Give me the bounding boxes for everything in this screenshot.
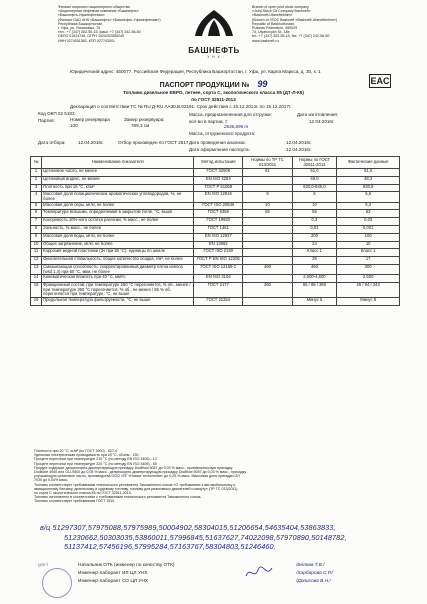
- table-cell: [243, 297, 292, 305]
- table-cell: 11: [31, 249, 42, 257]
- company-address-ru: Филиал открытого акционерного общества «Акционерная нефтяная компания «Башнефть» «Башнефть-Уфанефтехим» (Филиал ОАО АНК «Башнефть» «Башнефть-Уфанефтехим») Республика Башкортостан, г. Уфа, ул. Ульяновых, 74 тел.: +7 (347) 262-55-15, факс: +7 (347) 242-56-50 ОКПО 01524746, ОГРН 1020202555240 ИНН 0274051582, КПП 027743001: [58, 5, 161, 43]
- declaration: Декларация о соответствии ТС № RU Д-RU.AA30.В.02191. Срок действия с 16.12.2014г. по 15.12.2017г.: [70, 104, 292, 109]
- table-cell: 16: [31, 297, 42, 305]
- bashneft-emblem-icon: [192, 8, 236, 40]
- table-cell: Массовая доля воды, мг/кг, не более: [42, 233, 194, 241]
- mass-amount-value: 2646,696 т: [224, 124, 249, 129]
- table-cell: 25: [292, 257, 337, 265]
- table-cell: ГОСТ 6356: [194, 210, 243, 218]
- table-cell: 10: [337, 241, 400, 249]
- table-cell: EN 12662: [194, 241, 243, 249]
- tank-value: 100: [70, 123, 78, 128]
- table-cell: ГОСТ 19932: [194, 218, 243, 226]
- table-cell: 51: [243, 169, 292, 177]
- mass-shipment-label: Масса, предназначенная для отгрузки:: [189, 112, 272, 117]
- table-cell: 48,3: [337, 176, 400, 184]
- table-cell: 8: [31, 225, 42, 233]
- bashneft-logo: БАШНЕФТЬ У Н Х: [183, 8, 245, 60]
- table-cell: 17: [337, 257, 400, 265]
- table-cell: 24: [292, 241, 337, 249]
- table-cell: 9: [31, 233, 42, 241]
- manufacture-date-value: 12.04.2016г.: [309, 119, 335, 124]
- table-cell: 3: [31, 184, 42, 192]
- table-cell: 4: [31, 192, 42, 202]
- table-row: [31, 297, 400, 305]
- table-cell: 46,0: [292, 176, 337, 184]
- table-cell: [243, 225, 292, 233]
- table-cell: EN ISO 12916: [194, 192, 243, 202]
- table-cell: [243, 233, 292, 241]
- table-cell: Зольность, % масс., не более: [42, 225, 194, 233]
- table-cell: EN ISO 12937: [194, 233, 243, 241]
- table-cell: 0,01: [292, 225, 337, 233]
- ogrn-code: Код ОКП 02 5183: [38, 111, 75, 116]
- reservoir-value: 789,3 см: [131, 123, 150, 128]
- table-cell: 8: [243, 192, 292, 202]
- company-address-en: Branch of open joint stock company «Joint-Stock Oil Company Bashneft» «Bashneft-Ufaneftekhim» (Branch of JSOC Bashneft «Bashneft-Ufaneftekhim») Republic of Bashkortostan, Russian Federation, 450029 74, Ulyanovykh St., Ufa tel.: +7 (347) 262-55-15, fax: +7 (347) 242-56-50 www.bashneft.ru: [252, 5, 338, 43]
- manufacture-date-label: Дата изготовления:: [297, 112, 339, 117]
- table-cell: Фракционный состав: при температуре 250 °С перегоняется, % об., менее / при температуре 350 °С перегоняется, % об., не менее / 95 % об. перегоняется при температуре, °С, не выше: [42, 282, 194, 297]
- table-cell: 360: [243, 282, 292, 297]
- handwritten-codes: в/ц 51297307,57975088,57975989,50004902,58304015,51206654,54635404,53863833, 51230662,50303035,53860011,57996845,51637627,74022098,57970890,50148782, 51137412,57456196,57995284,57163767,58304803,51246460.: [40, 523, 347, 552]
- table-cell: 2: [31, 176, 42, 184]
- table-cell: 14: [31, 275, 42, 283]
- table-cell: 300: [337, 264, 400, 274]
- table-cell: 0,3: [292, 218, 337, 226]
- table-cell: [243, 249, 292, 257]
- table-row: [31, 233, 400, 241]
- table-cell: Плотность при 15 °С, кг/м³: [42, 184, 194, 192]
- table-cell: Коррозия медной пластинки (3ч при 50 °С), единицы по шкале: [42, 249, 194, 257]
- stamp-number: ОТК-1: [37, 562, 49, 568]
- table-cell: 55: [243, 210, 292, 218]
- table-cell: 200: [292, 233, 337, 241]
- table-cell: 820,0-845,0: [292, 184, 337, 192]
- table-cell: ГОСТ 2177: [194, 282, 243, 297]
- analysis-date-label: Дата проведения анализа:: [189, 140, 246, 145]
- table-cell: 830,8: [337, 184, 400, 192]
- mass-shipped-label: Масса, отгруженного продукта:: [189, 131, 256, 136]
- table-cell: 51,0: [337, 169, 400, 177]
- table-cell: Температура вспышки, определяемая в закрытом тигле, °С, выше: [42, 210, 194, 218]
- table-cell: EN ISO 4264: [194, 176, 243, 184]
- table-cell: ГОСТ ISO 12156-1: [194, 264, 243, 274]
- tank-label: Номер резервуара: [70, 117, 110, 122]
- table-cell: Массовая доля полициклических ароматических углеводородов, %, не более: [42, 192, 194, 202]
- handwritten-signature: [244, 562, 274, 584]
- round-stamp: [42, 568, 72, 598]
- table-cell: [243, 241, 292, 249]
- sample-standard: Отбор произведен по ГОСТ 2517: [118, 140, 189, 145]
- table-cell: Минус 5: [292, 297, 337, 305]
- quality-table: [30, 156, 400, 306]
- batch-label: Партия:: [38, 118, 55, 123]
- sample-date: 12.04.2016г.: [78, 140, 104, 145]
- signatures-right: /Белова Т.В./ /Харбарова С.Р./ /Донисова В.Н./: [296, 563, 333, 584]
- table-cell: 100: [337, 233, 400, 241]
- table-row: [31, 264, 400, 274]
- issue-date-value: 12.04.2016г.: [286, 147, 312, 152]
- table-cell: ГОСТ 22254: [194, 297, 243, 305]
- table-cell: Минус 8: [337, 297, 400, 305]
- table-cell: 460: [292, 264, 337, 274]
- table-cell: Массовая доля серы, мг/кг, не более: [42, 202, 194, 210]
- table-header-row: № Наименование показателя Метод испытания Нормы по ТР ТС 013/2011 Нормы по ГОСТ 32511-2013 Фактические данные: [31, 157, 400, 169]
- reservoir-label: Замер резервуара:: [124, 117, 165, 122]
- table-cell: ГОСТ ISO 2160: [194, 249, 243, 257]
- table-row: [31, 192, 400, 202]
- table-cell: 1: [31, 169, 42, 177]
- table-cell: 8: [292, 192, 337, 202]
- product-standard: по ГОСТ 32511-2013: [191, 97, 236, 102]
- table-cell: 460: [243, 264, 292, 274]
- table-cell: 13: [31, 264, 42, 274]
- table-cell: 65 / 85 / 360: [292, 282, 337, 297]
- sample-label: Дата отбора:: [38, 140, 66, 145]
- table-cell: 6: [31, 210, 42, 218]
- table-cell: Цетановый индекс, не менее: [42, 176, 194, 184]
- table-cell: Класс 1: [292, 249, 337, 257]
- issue-date-label: Дата оформления паспорта:: [189, 147, 250, 152]
- legal-address: Юридический адрес: 450077, Российская Федерация, Республика Башкортостан, г. Уфа, ул. Карла Маркса, д. 30, к. 1: [70, 69, 321, 74]
- table-cell: Цетановое число, не менее: [42, 169, 194, 177]
- table-cell: 0,03: [337, 218, 400, 226]
- product-name: Топливо дизельное ЕВРО, летнее, сорта С, экологического класса К5 (ДТ-Л-К5): [123, 90, 304, 95]
- table-cell: 0,001: [337, 225, 400, 233]
- table-cell: Класс 1: [337, 249, 400, 257]
- table-cell: [243, 218, 292, 226]
- table-cell: 6,3: [337, 202, 400, 210]
- table-cell: ГОСТ Р 51069: [194, 184, 243, 192]
- table-cell: 55: [292, 210, 337, 218]
- table-cell: 15: [31, 282, 42, 297]
- table-cell: 51,0: [292, 169, 337, 177]
- table-cell: 12: [31, 257, 42, 265]
- table-cell: 2,000-4,500: [292, 275, 337, 283]
- table-row: [31, 176, 400, 184]
- signatures-left: Начальник ОТК (инженер по качеству ОТК) Инженер-лаборант ИЛ ЦЛ УНХ Инженер-лаборант СО ЦЛ УНХ: [78, 563, 175, 584]
- table-cell: 63: [337, 210, 400, 218]
- eac-mark: EAC: [370, 76, 390, 86]
- mass-amount-label: кол-во в партии, т:: [189, 119, 229, 124]
- table-cell: 2,500: [337, 275, 400, 283]
- table-cell: Предельная температура фильтруемости, °С, не выше: [42, 297, 194, 305]
- table-row: [31, 282, 400, 297]
- table-cell: Окислительная стабильность: общее количество осадка, г/м³, не более: [42, 257, 194, 265]
- analysis-date-value: 12.04.2016г.: [286, 140, 312, 145]
- table-cell: ГОСТ 1461: [194, 225, 243, 233]
- table-cell: 26 / 94 / 343: [337, 282, 400, 297]
- table-cell: Общее загрязнение, мг/кг, не более: [42, 241, 194, 249]
- table-cell: 7: [31, 218, 42, 226]
- table-cell: Коксуемость 10%-ного остатка разгонки, % масс., не более: [42, 218, 194, 226]
- table-cell: Кинематическая вязкость при 40 °С, мм²/с: [42, 275, 194, 283]
- table-cell: EN ISO 3104: [194, 275, 243, 283]
- table-cell: 10: [31, 241, 42, 249]
- table-cell: 5: [31, 202, 42, 210]
- table-cell: 10: [243, 202, 292, 210]
- table-cell: 10: [292, 202, 337, 210]
- table-cell: ГОСТ ISO 20846: [194, 202, 243, 210]
- table-cell: ГОСТ Р EN ISO 12205: [194, 257, 243, 265]
- passport-title: ПАСПОРТ ПРОДУКЦИИ № 99: [159, 79, 268, 89]
- table-cell: [243, 176, 292, 184]
- table-cell: Смазывающая способность: скорректированный диаметр пятна износа (wsd 1,4) при 60 °С, мкм, не более: [42, 264, 194, 274]
- table-cell: ГОСТ 32508: [194, 169, 243, 177]
- notes-block: Плотность при 20 °С, кг/м³ (по ГОСТ 3900) - 827,4 Удельная электрическая проводимость при 20 °С, пСм/м - 150 Процент перегонки при температуре 210 °С (по методу EN ISO 3405) - 12 Процент перегонки при температуре 220 °С (по методу EN ISO 3405) - 55 Продукт содержит депрессорно-диспергирующую присадку Dodiflow 5057 до 0,03 % масс.; противоизносную присадку Dodilube 4940 или OLI-9500 до 0,05 % масс., депрессорно-диспергирующую присадку Dodiflow 5057 до 0,03 % масс.; присадку улучшающую цетановое число, производства ООО «ПГ «Новые технологии» до 0,25 % масс. Массовая доля присадки ОЛ 7030 до 0,04% масс. Топливо соответствует требованиям технического регламента Таможенного союза «О требованиях к автомобильному и авиационному бензину, дизельному и судовому топливу, топливу для реактивных двигателей и мазуту» (ТР ТС 013/2011) по сорта С экологического класса К5 по ГОСТ 32511-2013. Топливо изготовлено в соответствии с требованиями технического регламента Таможенного союза. Топливо соответствует требованиям ГОСТ 1510.: [34, 449, 247, 504]
- table-cell: 5,6: [337, 192, 400, 202]
